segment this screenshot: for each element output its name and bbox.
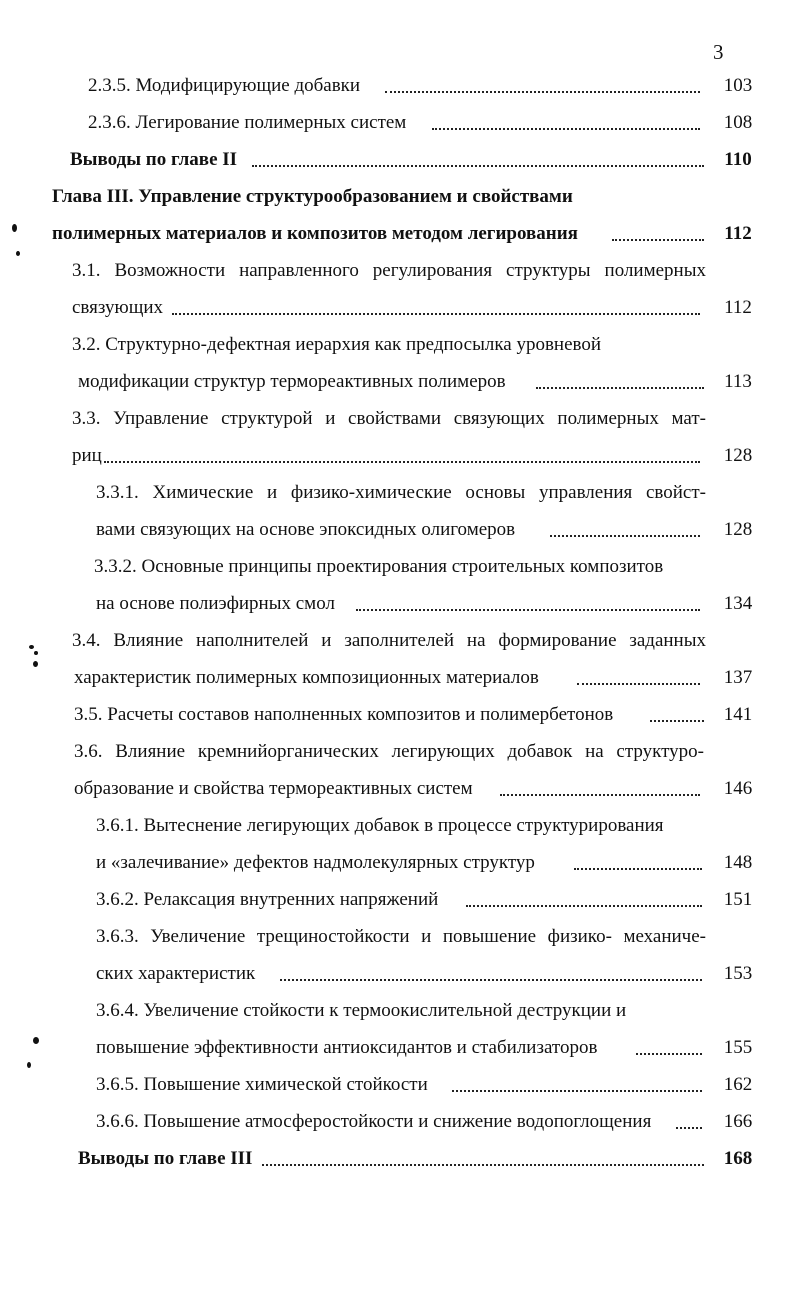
toc-entry bbox=[0, 404, 799, 434]
dot-leader bbox=[466, 905, 702, 907]
toc-entry bbox=[0, 589, 799, 619]
toc-entry-page: 128 bbox=[723, 445, 753, 466]
toc-entry bbox=[0, 293, 799, 323]
toc-entry-page: 128 bbox=[723, 519, 753, 540]
toc-entry-title: 3.3.1. Химические и физико-химические основы управления свойст- bbox=[96, 482, 706, 503]
scan-speck bbox=[12, 224, 17, 232]
toc-entry bbox=[0, 478, 799, 508]
toc-entry-page: 151 bbox=[723, 889, 753, 910]
toc-entry-title: вами связующих на основе эпоксидных олигомеров bbox=[96, 519, 516, 540]
toc-entry-title: 3.3.2. Основные принципы проектирования строительных композитов bbox=[94, 556, 664, 577]
toc-entry bbox=[0, 811, 799, 841]
toc-entry-title: ских характеристик bbox=[96, 963, 256, 984]
toc-entry-title: 3.1. Возможности направленного регулирования структуры полимерных bbox=[72, 260, 706, 281]
toc-entry-title: Выводы по главе III bbox=[78, 1148, 253, 1169]
toc-entry bbox=[0, 1033, 799, 1063]
dot-leader bbox=[574, 868, 702, 870]
toc-entry-page: 112 bbox=[724, 297, 752, 318]
toc-entry-page: 153 bbox=[723, 963, 753, 984]
toc-entry bbox=[0, 552, 799, 582]
dot-leader bbox=[172, 313, 700, 315]
toc-entry-page: 166 bbox=[723, 1111, 753, 1132]
toc-entry-title: 3.6.2. Релаксация внутренних напряжений bbox=[96, 889, 439, 910]
page-number: 3 bbox=[713, 40, 724, 64]
scan-speck bbox=[27, 1062, 31, 1068]
toc-entry-page: 148 bbox=[723, 852, 753, 873]
toc-entry bbox=[0, 737, 799, 767]
dot-leader bbox=[550, 535, 700, 537]
toc-entry bbox=[0, 885, 799, 915]
toc-entry-title: 3.5. Расчеты составов наполненных композитов и полимербетонов bbox=[74, 704, 614, 725]
scan-speck bbox=[33, 661, 38, 667]
toc-entry bbox=[0, 922, 799, 952]
dot-leader bbox=[612, 239, 704, 241]
dot-leader bbox=[636, 1053, 702, 1055]
dot-leader bbox=[676, 1127, 702, 1129]
toc-entry bbox=[0, 108, 799, 138]
toc-entry bbox=[0, 145, 799, 175]
toc-entry bbox=[0, 441, 799, 471]
toc-entry-title: риц bbox=[72, 445, 102, 466]
toc-entry bbox=[0, 848, 799, 878]
scan-speck bbox=[33, 1037, 39, 1044]
dot-leader bbox=[356, 609, 700, 611]
toc-entry-title: 3.6.5. Повышение химической стойкости bbox=[96, 1074, 428, 1095]
toc-entry-title: 3.2. Структурно-дефектная иерархия как предпосылка уровневой bbox=[72, 334, 602, 355]
toc-entry-page: 162 bbox=[723, 1074, 753, 1095]
toc-entry-title: 3.3. Управление структурой и свойствами связующих полимерных мат- bbox=[72, 408, 706, 429]
toc-entry bbox=[0, 330, 799, 360]
toc-entry-page: 112 bbox=[724, 223, 752, 244]
toc-entry-title: повышение эффективности антиоксидантов и стабилизаторов bbox=[96, 1037, 598, 1058]
dot-leader bbox=[280, 979, 702, 981]
toc-entry-title: полимерных материалов и композитов методом легирования bbox=[52, 223, 578, 244]
toc-entry-title: связующих bbox=[72, 297, 163, 318]
toc-entry bbox=[0, 367, 799, 397]
toc-entry bbox=[0, 256, 799, 286]
scan-speck bbox=[16, 251, 20, 256]
dot-leader bbox=[536, 387, 704, 389]
toc-entry-page: 113 bbox=[724, 371, 752, 392]
toc-entry-page: 103 bbox=[723, 75, 753, 96]
toc-entry bbox=[0, 1107, 799, 1137]
dot-leader bbox=[262, 1164, 704, 1166]
dot-leader bbox=[104, 461, 700, 463]
toc-entry-page: 134 bbox=[723, 593, 753, 614]
toc-entry-title: 3.4. Влияние наполнителей и заполнителей на формирование заданных bbox=[72, 630, 706, 651]
toc-entry-title: 3.6.6. Повышение атмосферостойкости и снижение водопоглощения bbox=[96, 1111, 652, 1132]
toc-entry-title: 3.6.4. Увеличение стойкости к термоокислительной деструкции и bbox=[96, 1000, 627, 1021]
toc-entry-title: 2.3.5. Модифицирующие добавки bbox=[88, 75, 361, 96]
toc-entry bbox=[0, 1144, 799, 1174]
toc-entry-page: 110 bbox=[724, 149, 752, 170]
scan-speck bbox=[29, 645, 34, 649]
toc-entry bbox=[0, 71, 799, 101]
toc-entry-page: 108 bbox=[723, 112, 753, 133]
toc-entry bbox=[0, 996, 799, 1026]
dot-leader bbox=[385, 91, 700, 93]
toc-entry-title: и «залечивание» дефектов надмолекулярных структур bbox=[96, 852, 535, 873]
toc-entry-title: модификации структур термореактивных полимеров bbox=[78, 371, 506, 392]
toc-entry-title: образование и свойства термореактивных систем bbox=[74, 778, 473, 799]
toc-entry-title: 3.6.1. Вытеснение легирующих добавок в процессе структурирования bbox=[96, 815, 664, 836]
toc-entry-page: 137 bbox=[723, 667, 753, 688]
toc-entry bbox=[0, 774, 799, 804]
dot-leader bbox=[432, 128, 700, 130]
dot-leader bbox=[650, 720, 704, 722]
toc-entry-title: на основе полиэфирных смол bbox=[96, 593, 335, 614]
toc-entry-title: 2.3.6. Легирование полимерных систем bbox=[88, 112, 407, 133]
scan-speck bbox=[34, 651, 38, 655]
toc-entry bbox=[0, 182, 799, 212]
dot-leader bbox=[252, 165, 704, 167]
toc-entry-page: 155 bbox=[723, 1037, 753, 1058]
toc-entry bbox=[0, 626, 799, 656]
toc-entry bbox=[0, 959, 799, 989]
toc-entry-page: 168 bbox=[723, 1148, 753, 1169]
toc-entry bbox=[0, 515, 799, 545]
toc-entry-title: 3.6.3. Увеличение трещиностойкости и повышение физико- механиче- bbox=[96, 926, 706, 947]
toc-entry bbox=[0, 1070, 799, 1100]
toc-entry bbox=[0, 219, 799, 249]
toc-entry-page: 141 bbox=[723, 704, 753, 725]
toc-entry-title: характеристик полимерных композиционных материалов bbox=[74, 667, 539, 688]
dot-leader bbox=[500, 794, 700, 796]
toc-entry-title: Глава III. Управление структурообразованием и свойствами bbox=[52, 186, 573, 207]
toc-entry-title: Выводы по главе II bbox=[70, 149, 238, 170]
toc-entry bbox=[0, 663, 799, 693]
toc-entry-title: 3.6. Влияние кремнийорганических легирующих добавок на структуро- bbox=[74, 741, 704, 762]
dot-leader bbox=[577, 683, 700, 685]
dot-leader bbox=[452, 1090, 702, 1092]
toc-entry bbox=[0, 700, 799, 730]
toc-entry-page: 146 bbox=[723, 778, 753, 799]
